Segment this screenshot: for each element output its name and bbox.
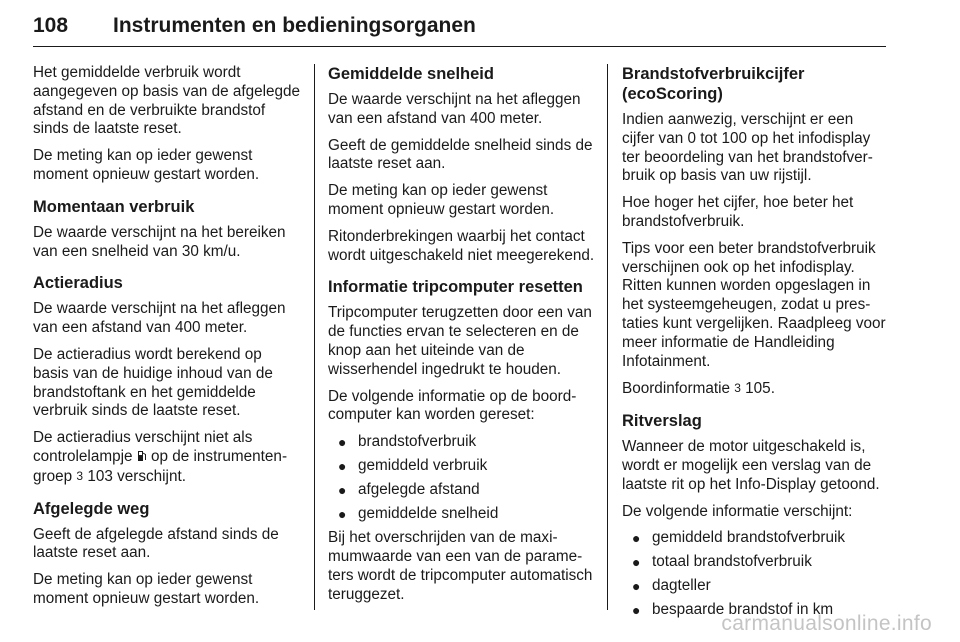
bullet-icon: ● <box>338 481 347 498</box>
fuel-pump-icon <box>137 450 147 462</box>
list-item: ● afgelegde afstand <box>338 480 480 498</box>
list-item: ● dagteller <box>632 576 711 594</box>
reference-arrow-icon: 3 <box>734 381 741 396</box>
page-reference-link[interactable]: 105 <box>745 380 771 398</box>
paragraph: De meting kan op ieder gewenst moment opnieuw gestart worden. <box>33 571 260 607</box>
paragraph: De waarde verschijnt na het afleggen van een afstand van 400 meter. <box>328 91 581 127</box>
bullet-icon: ● <box>632 554 641 571</box>
paragraph: Geeft de gemiddelde snelheid sinds de laatste reset aan. <box>328 136 593 173</box>
list-item: ● totaal brandstofverbruik <box>632 553 812 571</box>
heading-ritverslag: Ritverslag <box>622 412 702 431</box>
reset-list <box>328 433 596 523</box>
heading-afgelegde-weg: Afgelegde weg <box>33 499 150 518</box>
heading-actieradius: Actieradius <box>33 274 123 293</box>
column-1 <box>33 64 301 609</box>
list-item: ● brandstofverbruik <box>338 433 477 451</box>
bullet-icon: ● <box>338 434 347 451</box>
heading-informatie-tripcomputer-resetten: Informatie tripcomputer resetten <box>328 278 583 297</box>
paragraph: Ritonderbrekingen waarbij het contact wordt uitgeschakeld niet meegerekend. <box>328 227 595 264</box>
paragraph: Het gemiddelde verbruik wordt aangegeven op basis van de afgelegde afstand en de verbruikte brandstof sinds de laatste reset. <box>33 64 301 138</box>
column-3 <box>622 64 888 618</box>
ritverslag-list <box>622 529 888 619</box>
bullet-icon: ● <box>632 601 641 618</box>
paragraph: De meting kan op ieder gewenst moment opnieuw gestart worden. <box>328 182 555 218</box>
paragraph: De waarde verschijnt na het afleggen van een afstand van 400 meter. <box>33 300 286 337</box>
reference-arrow-icon: 3 <box>76 468 84 483</box>
bullet-icon: ● <box>338 457 347 474</box>
page-number: 108 <box>33 14 69 37</box>
bullet-icon: ● <box>338 505 347 522</box>
paragraph: De waarde verschijnt na het bereiken van een snelheid van 30 km/u. <box>33 223 286 260</box>
paragraph: Tripcomputer terugzetten door een van de functies ervan te selecteren en de knop aan het uiteinde van de wisserhendel ingedrukt te houden. <box>328 304 592 378</box>
column-2 <box>328 64 596 609</box>
paragraph: De meting kan op ieder gewenst moment opnieuw gestart worden. <box>33 147 260 183</box>
list-item: ● gemiddeld verbruik <box>338 456 488 474</box>
paragraph: Tips voor een beter brandstofverbruik verschijnen ook op het infodisplay. Ritten kunnen worden opgeslagen in het systeemgeheugen, zodat u prestaties kunt vergelijken. Raadpleeg voor meer informatie de Handleiding Infotainment. <box>622 239 886 370</box>
page-title: Instrumenten en bedieningsorganen <box>113 14 476 37</box>
list-item: ● gemiddeld brandstofverbruik <box>632 529 846 547</box>
paragraph: De actieradius wordt berekend op basis van de huidige inhoud van de brandstoftank en het gemiddelde verbruik sinds de laatste reset. <box>33 345 273 420</box>
bullet-icon: ● <box>632 530 641 547</box>
paragraph-boordinformatie: Boordinformatie 3 105. <box>622 380 775 398</box>
paragraph: Bij het overschrijden van de maximumwaarde van een van de parameters wordt de tripcomputer automatisch teruggezet. <box>328 529 593 603</box>
paragraph: Hoe hoger het cijfer, hoe beter het brandstofverbruik. <box>622 194 854 230</box>
paragraph: De volgende informatie op de boordcomputer kan worden gereset: <box>328 387 577 424</box>
watermark: carmanualsonline.info <box>721 612 932 635</box>
heading-gemiddelde-snelheid: Gemiddelde snelheid <box>328 65 494 83</box>
paragraph: De volgende informatie verschijnt: <box>622 502 853 520</box>
paragraph: Indien aanwezig, verschijnt er een cijfer van 0 tot 100 op het infodisplay ter beoordeling van het brandstofverbruik op basis van uw rijstijl. <box>622 111 873 185</box>
heading-ecoscoring: Brandstofverbruikcijfer (ecoScoring) <box>622 65 805 103</box>
paragraph-actieradius-lamp: De actieradius verschijnt niet als controlelampje op de instrumentengroep 3 103 verschijnt. <box>33 429 288 485</box>
paragraph: Wanneer de motor uitgeschakeld is, wordt er mogelijk een verslag van de laatste rit op het Info-Display getoond. <box>622 438 880 493</box>
list-item: ● bespaarde brandstof in km <box>632 600 834 618</box>
paragraph: Geeft de afgelegde afstand sinds de laatste reset aan. <box>33 525 279 562</box>
column-divider-2 <box>607 64 608 610</box>
heading-momentaan-verbruik: Momentaan verbruik <box>33 197 195 216</box>
column-divider-1 <box>314 64 315 610</box>
bullet-icon: ● <box>632 577 641 594</box>
page-header <box>33 10 886 47</box>
page-reference-link[interactable]: 103 <box>87 467 113 485</box>
list-item: ● gemiddelde snelheid <box>338 504 499 522</box>
